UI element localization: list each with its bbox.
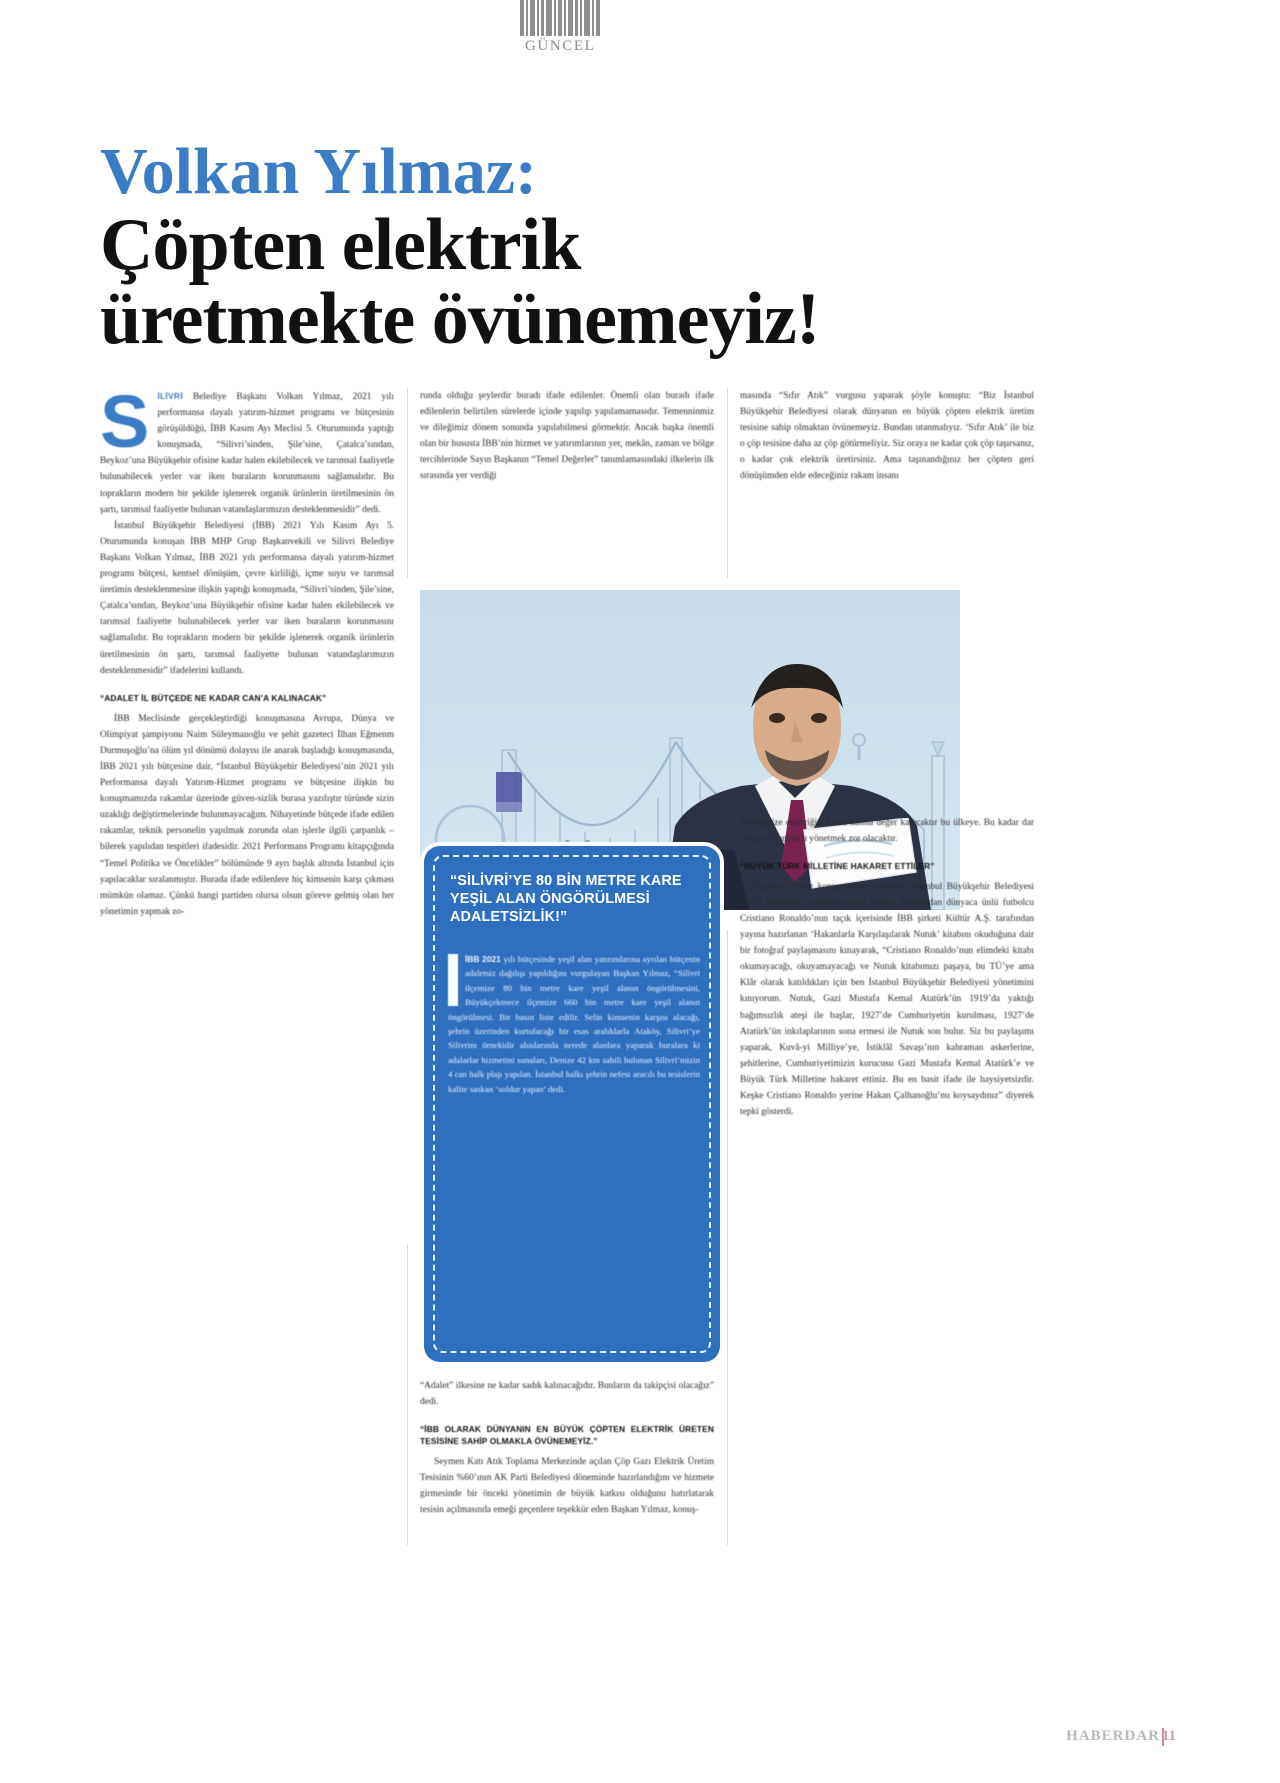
paragraph-text: masında “Sıfır Atık” vurgusu yaparak şöyle konuştu: “Biz İstanbul Büyükşehir Belediyesi olarak dünyanın en büyük çöpten elektrik üretim tesisine sahip olmaktan övünemeyiz. Bundan utanmalıyız. ‘Sıfır Atık’ ile biz o çöp tesisine daha az çöp götürmeliyiz. Siz oraya ne kadar çok çöp taşırsanız, o kadar çok elektrik üretirsiniz. Ama taşınandığınız her çöpten geri dönüşümden elde edeceğiniz rakam insanı bbox=[740, 391, 1034, 482]
paragraph bbox=[420, 1378, 714, 1410]
barcode-bar bbox=[520, 0, 524, 36]
drop-cap: S bbox=[100, 380, 150, 463]
callout-lead: İBB 2021 bbox=[465, 954, 501, 964]
callout-title: “SİLİVRİ’YE 80 BİN METRE KARE YEŞİL ALAN ÖNGÖRÜLMESİ ADALETSİZLİK!” bbox=[450, 873, 682, 925]
paragraph-text: “Adalet” ilkesine ne kadar sadık kalınacağıdır. Bunların da takipçisi olacağız” dedi. bbox=[420, 1381, 714, 1408]
paragraph-text: runda olduğu şeylerdir buradı ifade edilenler. Önemli olan buradı ifade edilenlerin belirtilen sürelerde içinde yapılıp yapılamamasıdır. Temenninmiz ve dileğimiz dönem sonunda yapılabilmesi görmektir. Ancak başka önemli olan bir hususta İBB’nin hizmet ve yatırımlarının yer, mekân, zaman ve bölge tercihlerinde Sayın Başkanın “Temel Değerler” tanımlamasındaki ilkelerin ilk sırasında yer verdiği bbox=[420, 391, 714, 482]
callout-body bbox=[448, 952, 700, 1096]
barcode-bar bbox=[541, 0, 544, 36]
subheading: “ADALET İL BÜTÇEDE NE KADAR CAN’A KALINACAK” bbox=[100, 692, 327, 703]
photo-spacer bbox=[740, 485, 1034, 815]
barcode-bar bbox=[596, 0, 600, 36]
barcode-graphic bbox=[520, 0, 602, 36]
paragraph bbox=[100, 711, 394, 920]
barcode-bar bbox=[564, 0, 566, 36]
paragraph bbox=[740, 879, 1034, 1120]
column-divider bbox=[727, 388, 728, 578]
barcode-bar bbox=[575, 0, 578, 36]
paragraph bbox=[740, 815, 1034, 847]
column-divider bbox=[407, 1245, 408, 1545]
callout-text: yılı bütçesinde yeşil alan yatırımlarına ayrılan bütçenin adaletsiz dağılışı yapıldığını vurgulayan Başkan Yılmaz, “Silivri ilçemize 80 bin metre kare yeşil alanın öngörülmesini, Büyükçekmece ilçemize 660 bin metre kare yeşil alanın öngörülmesi. Bir basın liste edilir. Selin kimsenin karşısı alacağı, şehrin üzerinden kurtulacağı bir esas aralıklarla Ataköy, Silivri’ye Silivrim örnekidir aluslarında nerede alanlara yaparak buralara ki adalarlar hizmetini sunaları, Denize 42 km sahili bulunan Silivri’mizin 4 can halk plajı yapılan. İstanbul halkı şehrin nefesi aracılı bu tesislerin kalite saskan ‘soldur yapan’ dedi. bbox=[448, 954, 700, 1094]
callout-cap-bar bbox=[448, 954, 458, 1006]
lead-word: İLİVRİ bbox=[157, 391, 183, 401]
barcode-bar bbox=[526, 0, 528, 36]
barcode-bar bbox=[568, 0, 573, 36]
article-column-2-bottom bbox=[420, 1378, 714, 1718]
pull-quote-callout bbox=[424, 846, 720, 1362]
headline-line-3: üretmekte övünemeyiz! bbox=[100, 278, 820, 361]
magazine-masthead: HABERDAR bbox=[1066, 1728, 1160, 1744]
column-divider bbox=[727, 930, 728, 1545]
paragraph bbox=[420, 388, 714, 485]
barcode-bar bbox=[584, 0, 590, 36]
column-divider bbox=[407, 388, 408, 578]
paragraph-text: Seymen Katı Atık Toplama Merkezinde açılan Çöp Gazı Elektrik Üretim Tesisinin %60’ının AK Parti Belediyesi döneminde hazırlandığını ve hizmete girmesinde bir önceki yönetimin de büyük katkısı olduğunu hatırlatarak tesisin açılmasında emeği geçenlere teşekkür eden Başkan Yılmaz, konuş- bbox=[420, 1457, 714, 1516]
page-title bbox=[100, 135, 1060, 361]
section-kicker: GÜNCEL bbox=[525, 38, 596, 54]
page-header bbox=[0, 0, 1280, 70]
barcode-bar bbox=[554, 0, 556, 36]
article-column-1 bbox=[100, 380, 395, 1718]
paragraph-text: ürettiğinize elektriğin 5 katı katma değer katacaktır bu ülkeye. Bu kadar dar bakışla İstanbul’u yönetmek zor olacaktır. bbox=[740, 817, 1034, 844]
article-column-2-top bbox=[420, 388, 714, 568]
subheading: “BÜYÜK TÜRK MİLLETİNE HAKARET ETTİLER” bbox=[740, 860, 935, 871]
paragraph bbox=[740, 388, 1034, 485]
callout-dashed-border bbox=[433, 855, 711, 1353]
paragraph bbox=[420, 1454, 714, 1518]
barcode-bar bbox=[546, 0, 552, 36]
barcode-bar bbox=[530, 0, 535, 36]
subheading: “İBB OLARAK DÜNYANIN EN BÜYÜK ÇÖPTEN ELEKTRİK ÜRETEN TESİSİNE SAHİP OLMAKLA ÖVÜNEMEYİZ.” bbox=[420, 1424, 714, 1447]
barcode-bar bbox=[592, 0, 594, 36]
barcode-bar bbox=[580, 0, 582, 36]
page-number: 11 bbox=[1161, 1728, 1176, 1744]
paragraph bbox=[100, 380, 395, 518]
article-column-3 bbox=[740, 388, 1034, 1718]
paragraph-text: Belediye Başkanı Volkan Yılmaz, 2021 yılı performansa dayalı yatırım-hizmet programı ve bütçesinin görüşüldüğü, İBB Kasım Ayı Meclisi 5. Oturumunda yaptığı konuşmada, “Silivri’sinden, Şile’sine, Çatalca’sından, Beykoz’una Büyükşehir ofisine kadar halen ekilebilecek ve tarımsal faaliyetle bulunabilecek yerler var iken buraların korunmasını sağlamalıdır. Bu toprakların modern bir şekilde işlenerek organik ürünlerin üretilmesinin ön şartı, tarımsal faaliyette bulunan vatandaşlarımızın desteklenmesidir” dedi. bbox=[100, 392, 395, 515]
paragraph-text: İstanbul Büyükşehir Belediyesi (İBB) 2021 Yılı Kasım Ayı 5. Oturumunda konuşan İBB MHP Grup Başkanvekili ve Silivri Belediye Başkanı Volkan Yılmaz, İBB 2021 yılı performansa dayalı yatırım-hizmet programı bütçesi, kentsel dönüşüm, çevre kirliliği, içme suyu ve tarımsal üretimin desteklenmesine ilişkin yaptığı konuşmada, “Silivri’sinden, Şile’sine, Çatalca’sından, Beykoz’una Büyükşehir ofisine kadar halen ekilebilecek ve tarımsal faaliyette bulunabilecek yerler var iken buraların korunmasını sağlamalıdır. Bu toprakların modern bir şekilde işlenerek organik ürünlerin üretilmesinin ön şartı, tarımsal faaliyette bulunan vatandaşlarımızın desteklenmesidir” ifadelerini kullandı. bbox=[100, 520, 394, 676]
paragraph bbox=[100, 518, 394, 679]
barcode-bar bbox=[537, 0, 539, 36]
barcode-bar bbox=[558, 0, 562, 36]
paragraph-text: Başkan Yılmaz konuşmasının sonunda, İstanbul Büyükşehir Belediyesi (İBB) yönetimi kurumsal sosyal medya hesabından dünyaca ünlü futbolcu Cristiano Ronaldo’nun taçık içerisinde İBB şirketi Kültür A.Ş. tarafından yayına hazırlanan ‘Hakanlarla Karşılaşılarak Nutuk’ kitabını okuduğuna dair bir fotoğraf paylaşmasını kınayarak, “Cristiano Ronaldo’nun elimdeki kitabı okumayacağı, okuyamayacağı ve Nutuk kitabımızı paşaya, bu TÜ’ye ama Klâr olarak katıldıkları için ben İstanbul Büyükşehir Belediyesi yönetimini kınıyorum. Nutuk, Gazi Mustafa Kemal Atatürk’ün 1919’da yaktığı bağımsızlık ateşi ile başlar, 1927’de Cumhuriyetin kurulması, 1927’de Atatürk’ün inkılaplarının sona ermesi ile Nutuk son bulur. Siz bu paylaşımı yaparak, Kuvâ-yi Milliye’ye, İstiklâl Savaşı’nın kahraman askerlerine, şehitlerine, Cumhuriyetimizin kurucusu Gazi Mustafa Kemal Atatürk’e ve Büyük Türk Milletine hakaret ettiniz. Bu en basit ifade ile haysiyetsizdir. Keşke Cristiano Ronaldo yerine Hakan Çalhanoğlu’nu koysaydınız” diyerek tepki gösterdi. bbox=[740, 881, 1034, 1118]
page-footer bbox=[0, 1719, 1280, 1745]
headline-line-1: Volkan Yılmaz: bbox=[100, 135, 537, 208]
paragraph-text: İBB Meclisinde gerçekleştirdiği konuşmasına Avrupa, Dünya ve Olimpiyat şampiyonu Naim Süleymanoğlu ve şehit gazeteci İlhan Eğmenm Durmuşoğlu’na ölüm yıl dönümü dolayısı ile anarak başladığı konuşmasında, İBB 2021 yılı bütçesine dair, “İstanbul Büyükşehir Belediyesi’nin 2021 yılı Performansa dayalı Yatırım-Hizmet programı ve bütçesine ilişkin bu konuşmamızda rakamlar üzerinde güven-sizlik burasa yazılıştır türünde sizin uzaklığı değiştirmelerinde bulunmayacağım. Nihayetinde bütçede ifade edilen rakamlar, teknik personelin yapılmak zorunda olan işlerle ilgili çarpanlık – bilerek yapılıdan tespitleri ifadesidir. 2021 Performans Programı kitapçığında “Temel Politika ve Öncelikler” bölümünde 9 ayrı başlık altında İstanbul için yapılacaklar sıralanmıştır. Burada ifade edilenlere hiç kimsenin karşı çıkması mümkün olamaz. Çünkü hangi partiden olursa olsun göreve gelmiş olan her yönetimin yapmak zo- bbox=[100, 713, 394, 917]
headline-line-2: Çöpten elektrik bbox=[100, 203, 581, 286]
